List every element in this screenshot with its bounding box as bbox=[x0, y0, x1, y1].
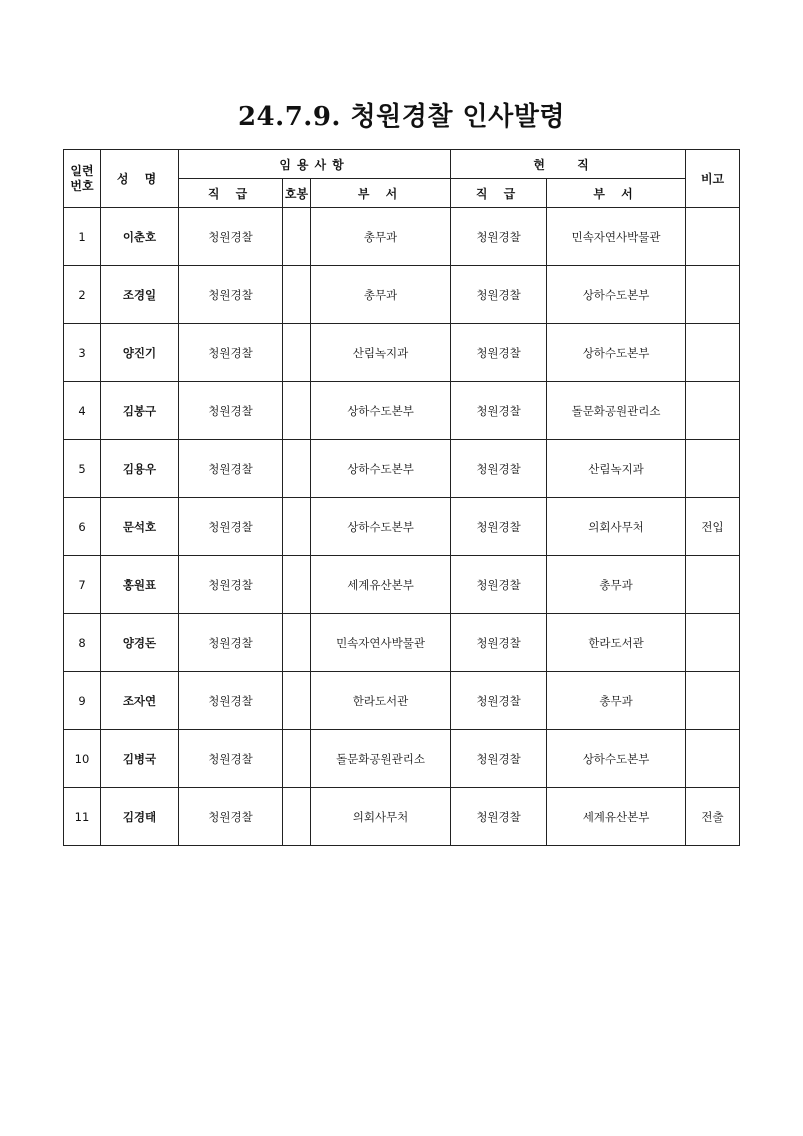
cell-new-rank: 청원경찰 bbox=[179, 440, 283, 498]
header-step: 호봉 bbox=[283, 179, 311, 208]
cell-note bbox=[686, 556, 740, 614]
cell-no: 3 bbox=[64, 324, 101, 382]
cell-no: 8 bbox=[64, 614, 101, 672]
cell-new-rank: 청원경찰 bbox=[179, 266, 283, 324]
cell-name: 김용우 bbox=[101, 440, 179, 498]
cell-name: 이춘호 bbox=[101, 208, 179, 266]
personnel-table bbox=[63, 149, 740, 846]
page-title: 24.7.9. 청원경찰 인사발령 bbox=[237, 102, 566, 132]
cell-note bbox=[686, 730, 740, 788]
cell-cur-rank: 청원경찰 bbox=[451, 672, 547, 730]
cell-no: 9 bbox=[64, 672, 101, 730]
cell-new-rank: 청원경찰 bbox=[179, 498, 283, 556]
cell-name: 조자연 bbox=[101, 672, 179, 730]
table-row bbox=[64, 672, 740, 730]
cell-new-rank: 청원경찰 bbox=[179, 324, 283, 382]
cell-note bbox=[686, 208, 740, 266]
cell-step bbox=[283, 324, 311, 382]
header-new-rank: 직 급 bbox=[179, 179, 283, 208]
header-current: 현 직 bbox=[451, 150, 686, 179]
table-row bbox=[64, 788, 740, 846]
cell-no: 6 bbox=[64, 498, 101, 556]
cell-no: 7 bbox=[64, 556, 101, 614]
cell-name: 김병국 bbox=[101, 730, 179, 788]
cell-new-dept: 한라도서관 bbox=[311, 672, 451, 730]
cell-new-rank: 청원경찰 bbox=[179, 788, 283, 846]
cell-cur-dept: 상하수도본부 bbox=[547, 266, 686, 324]
cell-note bbox=[686, 382, 740, 440]
cell-step bbox=[283, 498, 311, 556]
cell-cur-rank: 청원경찰 bbox=[451, 266, 547, 324]
header-cur-rank: 직 급 bbox=[451, 179, 547, 208]
cell-name: 홍원표 bbox=[101, 556, 179, 614]
cell-no: 5 bbox=[64, 440, 101, 498]
cell-no: 1 bbox=[64, 208, 101, 266]
cell-no: 4 bbox=[64, 382, 101, 440]
header-row-top bbox=[64, 150, 740, 179]
cell-name: 김봉구 bbox=[101, 382, 179, 440]
cell-note bbox=[686, 614, 740, 672]
cell-cur-rank: 청원경찰 bbox=[451, 730, 547, 788]
cell-step bbox=[283, 556, 311, 614]
table-row bbox=[64, 556, 740, 614]
cell-new-dept: 총무과 bbox=[311, 266, 451, 324]
cell-note bbox=[686, 672, 740, 730]
cell-new-dept: 돌문화공원관리소 bbox=[311, 730, 451, 788]
cell-step bbox=[283, 208, 311, 266]
cell-cur-dept: 민속자연사박물관 bbox=[547, 208, 686, 266]
cell-cur-dept: 총무과 bbox=[547, 672, 686, 730]
cell-new-dept: 세계유산본부 bbox=[311, 556, 451, 614]
cell-cur-rank: 청원경찰 bbox=[451, 614, 547, 672]
cell-step bbox=[283, 266, 311, 324]
cell-note bbox=[686, 324, 740, 382]
cell-name: 양경돈 bbox=[101, 614, 179, 672]
header-appointment: 임용사항 bbox=[179, 150, 451, 179]
cell-cur-rank: 청원경찰 bbox=[451, 440, 547, 498]
cell-step bbox=[283, 730, 311, 788]
cell-note: 전출 bbox=[686, 788, 740, 846]
table-row bbox=[64, 440, 740, 498]
cell-name: 김경태 bbox=[101, 788, 179, 846]
table-row bbox=[64, 730, 740, 788]
cell-new-dept: 상하수도본부 bbox=[311, 440, 451, 498]
cell-new-rank: 청원경찰 bbox=[179, 382, 283, 440]
cell-no: 10 bbox=[64, 730, 101, 788]
cell-name: 양진기 bbox=[101, 324, 179, 382]
table-row bbox=[64, 266, 740, 324]
cell-new-rank: 청원경찰 bbox=[179, 672, 283, 730]
cell-cur-rank: 청원경찰 bbox=[451, 788, 547, 846]
table-row bbox=[64, 208, 740, 266]
cell-cur-dept: 상하수도본부 bbox=[547, 324, 686, 382]
cell-new-dept: 상하수도본부 bbox=[311, 382, 451, 440]
table-row bbox=[64, 498, 740, 556]
cell-new-rank: 청원경찰 bbox=[179, 614, 283, 672]
cell-new-dept: 총무과 bbox=[311, 208, 451, 266]
cell-cur-dept: 돌문화공원관리소 bbox=[547, 382, 686, 440]
cell-cur-dept: 총무과 bbox=[547, 556, 686, 614]
cell-cur-rank: 청원경찰 bbox=[451, 324, 547, 382]
cell-new-dept: 상하수도본부 bbox=[311, 498, 451, 556]
cell-new-dept: 의회사무처 bbox=[311, 788, 451, 846]
cell-cur-dept: 의회사무처 bbox=[547, 498, 686, 556]
cell-new-dept: 민속자연사박물관 bbox=[311, 614, 451, 672]
header-new-dept: 부 서 bbox=[311, 179, 451, 208]
header-name: 성 명 bbox=[101, 150, 179, 208]
header-seq bbox=[64, 150, 101, 208]
cell-step bbox=[283, 440, 311, 498]
header-seq-label: 일련 번호 bbox=[70, 163, 94, 193]
table-row bbox=[64, 614, 740, 672]
cell-step bbox=[283, 788, 311, 846]
cell-step bbox=[283, 614, 311, 672]
table-row bbox=[64, 382, 740, 440]
cell-name: 문석호 bbox=[101, 498, 179, 556]
cell-note bbox=[686, 266, 740, 324]
cell-cur-rank: 청원경찰 bbox=[451, 382, 547, 440]
cell-new-rank: 청원경찰 bbox=[179, 556, 283, 614]
cell-cur-dept: 세계유산본부 bbox=[547, 788, 686, 846]
header-cur-dept: 부 서 bbox=[547, 179, 686, 208]
cell-cur-rank: 청원경찰 bbox=[451, 208, 547, 266]
cell-new-rank: 청원경찰 bbox=[179, 208, 283, 266]
cell-cur-rank: 청원경찰 bbox=[451, 498, 547, 556]
table-body bbox=[64, 208, 740, 846]
cell-note bbox=[686, 440, 740, 498]
cell-cur-dept: 한라도서관 bbox=[547, 614, 686, 672]
cell-step bbox=[283, 382, 311, 440]
table-row bbox=[64, 324, 740, 382]
cell-no: 11 bbox=[64, 788, 101, 846]
cell-cur-rank: 청원경찰 bbox=[451, 556, 547, 614]
cell-cur-dept: 산림녹지과 bbox=[547, 440, 686, 498]
cell-note: 전입 bbox=[686, 498, 740, 556]
cell-cur-dept: 상하수도본부 bbox=[547, 730, 686, 788]
cell-new-dept: 산림녹지과 bbox=[311, 324, 451, 382]
cell-name: 조경일 bbox=[101, 266, 179, 324]
cell-no: 2 bbox=[64, 266, 101, 324]
header-note: 비고 bbox=[686, 150, 740, 208]
cell-new-rank: 청원경찰 bbox=[179, 730, 283, 788]
cell-step bbox=[283, 672, 311, 730]
